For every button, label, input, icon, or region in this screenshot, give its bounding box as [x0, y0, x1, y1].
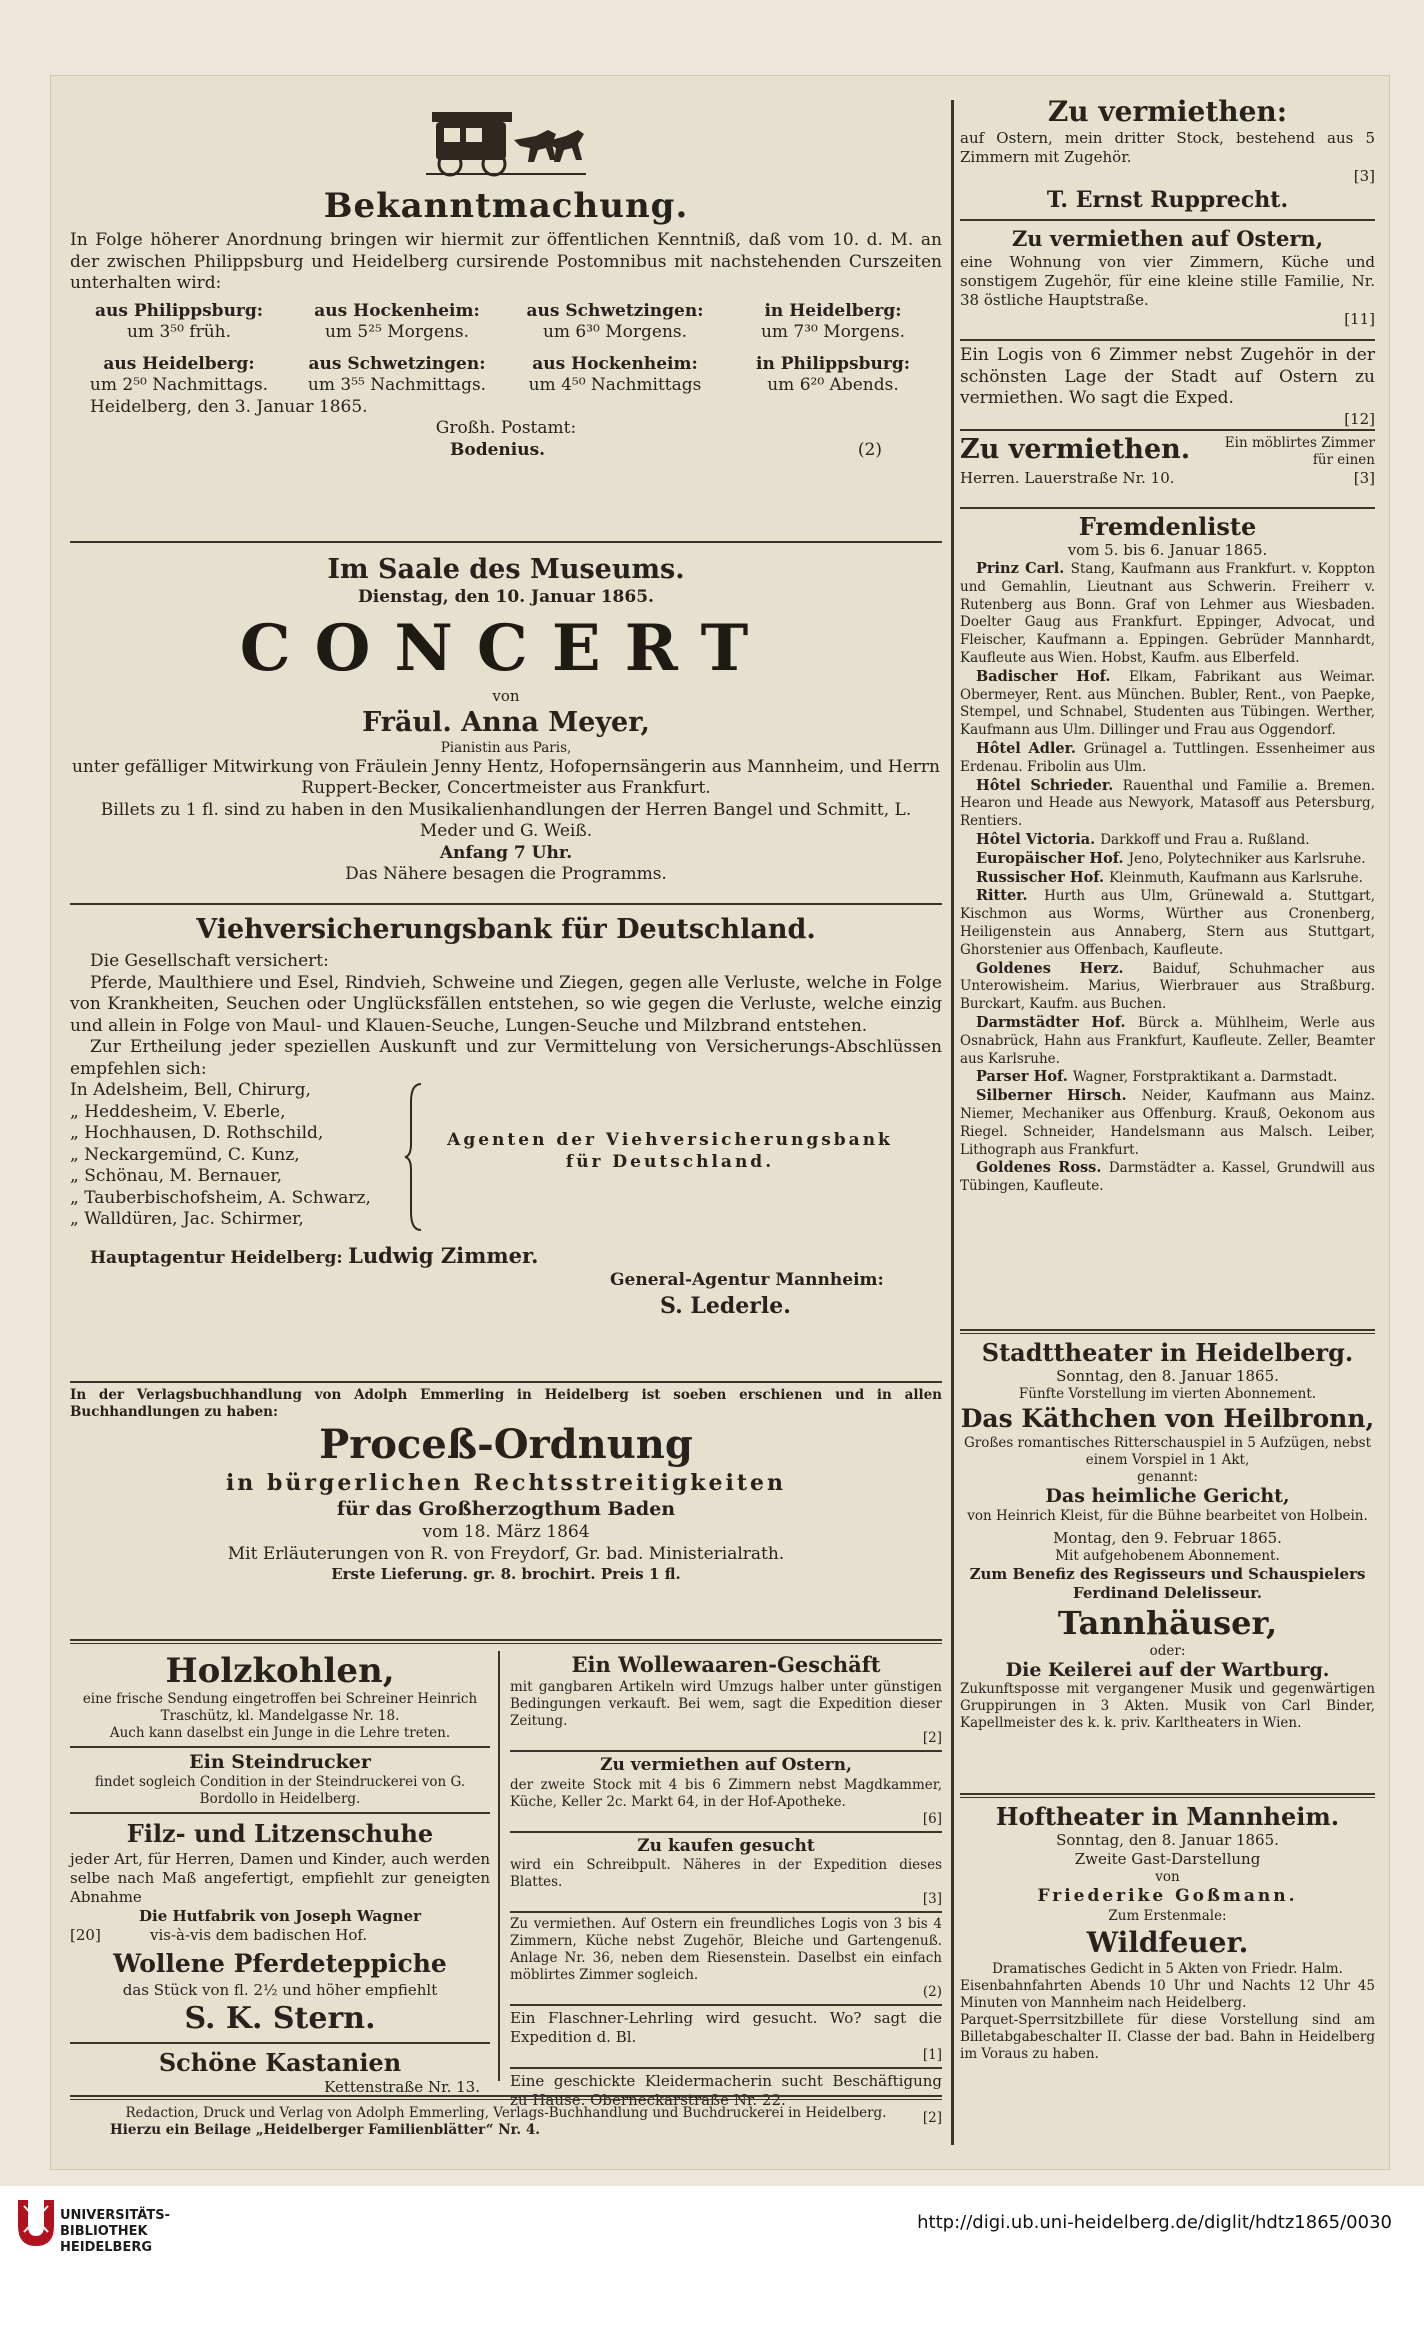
schedule-time: um 6²⁰ Abends.	[767, 375, 899, 395]
hof-erst: Zum Erstenmale:	[1108, 1907, 1227, 1924]
agent-entry: „ Neckargemünd, C. Kunz,	[70, 1144, 300, 1165]
schedule-time: um 3⁵⁰ früh.	[126, 322, 232, 342]
verm1-title: Zu vermiethen:	[1047, 95, 1288, 128]
stadt-abo2: Mit aufgehobenem Abonnement.	[1055, 1547, 1280, 1564]
schedule-row-2-headers	[70, 354, 942, 376]
stadttheater-ad	[960, 1339, 1375, 1779]
divider	[70, 1381, 942, 1383]
fremden-entry	[960, 560, 1375, 668]
vieh-p2: Pferde, Maulthiere und Esel, Rindvieh, Schweine und Ziegen, gegen alle Verluste, welche in Folge von Krankheiten, Seuchen oder Unglücksfällen entstehen, so wie gegen die Verluste, welche einzig und allein in Folge von Maul- und Klauen-Seuche, Lungen-Seuche und Milzbrand entstehen.	[70, 972, 942, 1036]
fremden-entry	[960, 668, 1375, 740]
fremden-entry	[960, 960, 1375, 1014]
fremden-title: Fremdenliste	[1078, 512, 1257, 541]
vermiethen-ad-1	[960, 95, 1375, 213]
process-notes: Mit Erläuterungen von R. von Freydorf, Gr. bad. Ministerialrath.	[227, 1543, 785, 1564]
concert-von: von	[492, 686, 520, 705]
kast-addr: Kettenstraße Nr. 13.	[324, 2077, 480, 2096]
fremden-entry	[960, 740, 1375, 777]
library-name-line: UNIVERSITÄTS-	[60, 2208, 170, 2223]
library-name	[60, 2208, 170, 2256]
schedule-time: um 6³⁰ Morgens.	[542, 322, 688, 342]
stagecoach-icon	[70, 95, 942, 180]
bekanntmachung-ref: (2)	[857, 439, 882, 460]
divider	[960, 1793, 1375, 1798]
library-name-line: BIBLIOTHEK	[60, 2224, 148, 2239]
fremden-date: vom 5. bis 6. Januar 1865.	[1067, 541, 1268, 559]
vieh-title: Viehversicherungsbank für Deutschland.	[196, 914, 816, 945]
fremden-entry	[960, 777, 1375, 831]
wolle-firm: S. K. Stern.	[184, 2000, 376, 2036]
vieh-haupt	[70, 1242, 942, 1270]
filz-firm: Die Hutfabrik von Joseph Wagner	[138, 1906, 421, 1925]
verm4-header	[960, 433, 1375, 469]
bekanntmachung-signer: Bodenius.	[450, 439, 546, 460]
process-sub1: in bürgerlichen Rechtsstreitigkeiten	[225, 1470, 787, 1496]
stadt-oder: oder:	[1149, 1642, 1186, 1659]
holz-title: Holzkohlen,	[165, 1651, 395, 1691]
agent-entry: „ Heddesheim, V. Eberle,	[70, 1101, 286, 1122]
stein-body: findet sogleich Condition in der Steindruckerei von G. Bordollo in Heidelberg.	[94, 1773, 466, 1807]
stadt-benefit: Zum Benefiz des Regisseurs und Schauspielers Ferdinand Delelisseur.	[969, 1564, 1366, 1602]
vieh-p3: Zur Ertheilung jeder speziellen Auskunft und zur Vermittelung von Versicherungs-Abschlüssen empfehlen sich:	[70, 1037, 942, 1079]
fremden-entry	[960, 1014, 1375, 1068]
concert-start: Anfang 7 Uhr.	[439, 842, 573, 863]
schedule-time: um 7³⁰ Morgens.	[760, 322, 906, 342]
verm3-body: Ein Logis von 6 Zimmer nebst Zugehör in der schönsten Lage der Stadt auf Ostern zu vermiethen. Wo sagt die Exped.	[960, 345, 1375, 408]
stadt-date2: Montag, den 9. Februar 1865.	[1053, 1528, 1282, 1547]
university-library-logo	[14, 2196, 58, 2252]
verm4-ref: [3]	[1353, 469, 1375, 487]
schedule-header: in Philippsburg:	[756, 353, 910, 374]
fremden-guests: Darkkoff und Frau a. Rußland.	[1100, 831, 1310, 848]
fremden-entry	[960, 850, 1375, 869]
divider	[70, 541, 942, 543]
divider	[70, 1639, 942, 1644]
stadt-opera-sub: Die Keilerei auf der Wartburg.	[1005, 1658, 1330, 1681]
fremden-entry	[960, 887, 1375, 959]
fremden-guests: Darmstädter a. Kassel, Grundwill aus Tübingen, Kaufleute.	[960, 1160, 1375, 1195]
filz-ref: [20]	[70, 1925, 101, 1944]
hof-name: Friederike Goßmann.	[1037, 1886, 1298, 1906]
verm3-ref: [12]	[1344, 409, 1375, 428]
process-ordnung-ad	[70, 1387, 942, 1631]
divider	[70, 1746, 490, 1748]
hof-date: Sonntag, den 8. Januar 1865.	[1056, 1831, 1279, 1849]
fremden-entry	[960, 869, 1375, 888]
verm4-body: Herren. Lauerstraße Nr. 10.	[960, 469, 1175, 487]
woll-title: Ein Wollewaaren-Geschäft	[571, 1652, 881, 1677]
fremden-hotel: Goldenes Ross.	[976, 1159, 1109, 1177]
small-ads-left	[70, 1651, 490, 2096]
agent-entry: „ Tauberbischofsheim, A. Schwarz,	[70, 1187, 371, 1208]
viehversicherung-ad	[70, 909, 942, 1445]
bekanntmachung-date: Heidelberg, den 3. Januar 1865.	[90, 396, 368, 417]
filz-body: jeder Art, für Herren, Damen und Kinder, auch werden selbe nach Maß angefertigt, empfiehlt zur geneigten Abnahme	[70, 1849, 490, 1906]
schedule-time: um 5²⁵ Morgens.	[324, 322, 470, 342]
fremden-guests: Wagner, Forstpraktikant a. Darmstadt.	[1072, 1069, 1338, 1086]
stadt-play: Das Käthchen von Heilbronn,	[960, 1404, 1375, 1433]
column-divider	[498, 1651, 500, 2081]
verm1-body: auf Ostern, mein dritter Stock, bestehend aus 5 Zimmern mit Zugehör.	[960, 129, 1375, 166]
fremden-guests: Stang, Kaufmann aus Frankfurt. v. Koppton und Gemahlin, Lieutnant aus Schwerin. Freiherr v. Rutenberg aus Bonn. Graf von Lehmer aus Wiesbaden. Doelter Gaug aus Frankfurt. Eppinger, Advocat, und Fleischer, Kaufmann a. Eppingen. Gebrüder Mannhardt, Kaufleute aus Wien. Hobst, Kaufm. aus Elberfeld.	[960, 561, 1375, 666]
imprint	[70, 2105, 942, 2149]
bekanntmachung-signature-row	[70, 440, 942, 462]
fremden-hotel: Hôtel Victoria.	[976, 830, 1101, 848]
right-column	[960, 95, 1375, 2150]
vermiethen-ad-4	[960, 433, 1375, 503]
kauf-ref: [3]	[922, 1891, 942, 1907]
schedule-time: um 3⁵⁵ Nachmittags.	[307, 375, 487, 395]
stadt-abo: Fünfte Vorstellung im vierten Abonnement.	[1018, 1386, 1317, 1402]
stein-title: Ein Steindrucker	[189, 1751, 371, 1773]
concert-program: Das Nähere besagen die Programms.	[345, 864, 667, 884]
concert-artist-sub: Pianistin aus Paris,	[440, 739, 572, 756]
fremden-hotel: Hôtel Adler.	[976, 739, 1084, 757]
verm1-ref: [3]	[1353, 167, 1375, 185]
divider	[960, 219, 1375, 221]
kast-title: Schöne Kastanien	[158, 2047, 402, 2077]
schedule-header: aus Schwetzingen:	[308, 353, 486, 374]
permalink-url[interactable]: http://digi.ub.uni-heidelberg.de/diglit/hdtz1865/0030	[917, 2212, 1392, 2233]
divider	[960, 339, 1375, 341]
verm2-body: eine Wohnung von vier Zimmern, Küche und sonstigem Zugehör, für eine kleine stille Familie, Nr. 38 östliche Hauptstraße.	[960, 253, 1375, 309]
hof-parquet: Parquet-Sperrsitzbillete für diese Vorstellung sind am Billetabgabeschalter II. Classe der bad. Bahn in Heidelberg im Voraus zu haben.	[960, 2011, 1375, 2062]
small-ads-mid	[510, 1651, 942, 2126]
hof-play-sub: Dramatisches Gedicht in 5 Akten von Friedr. Halm.	[992, 1960, 1343, 1977]
schedule-header: aus Philippsburg:	[94, 300, 264, 321]
verm-ref: [6]	[922, 1810, 942, 1827]
agent-entry: „ Walldüren, Jac. Schirmer,	[70, 1209, 304, 1229]
schedule-header: aus Schwetzingen:	[526, 300, 704, 321]
schedule-row-1-times	[70, 322, 942, 344]
fremden-list	[960, 560, 1375, 1196]
hof-von: von	[1155, 1869, 1180, 1885]
fremden-hotel: Hôtel Schrieder.	[976, 776, 1123, 794]
fremden-guests: Neider, Kaufmann aus Mainz. Niemer, Mechaniker aus Offenburg. Krauß, Oekonom aus Riegel. Schneider, Handelsmann aus Malsch. Leiber, Lithograph aus Frankfurt.	[960, 1088, 1375, 1158]
library-name-line: HEIDELBERG	[60, 2240, 153, 2255]
hoftheater-ad	[960, 1803, 1375, 2113]
stadt-date: Sonntag, den 8. Januar 1865.	[1056, 1367, 1279, 1385]
bekanntmachung-title: Bekanntmachung.	[323, 186, 689, 226]
stadt-author: von Heinrich Kleist, für die Bühne bearbeitet von Holbein.	[967, 1507, 1368, 1524]
divider	[510, 1831, 942, 1833]
fremden-hotel: Prinz Carl.	[976, 560, 1071, 577]
divider	[510, 1911, 942, 1913]
process-price: Erste Lieferung. gr. 8. brochirt. Preis 1 fl.	[331, 1565, 681, 1583]
divider	[70, 2095, 942, 2100]
schedule-header: aus Hockenheim:	[532, 353, 698, 374]
fremden-hotel: Darmstädter Hof.	[976, 1013, 1139, 1031]
hof-title: Hoftheater in Mannheim.	[995, 1802, 1340, 1831]
column-divider	[951, 100, 954, 2145]
vieh-agent-list	[70, 1080, 400, 1231]
fremden-hotel: Badischer Hof.	[976, 667, 1129, 685]
stadt-pre: Das heimliche Gericht,	[1045, 1485, 1290, 1507]
stadt-play-sub: Großes romantisches Ritterschauspiel in 5 Aufzügen, nebst einem Vorspiel in 1 Akt,	[963, 1435, 1372, 1468]
divider	[70, 2042, 490, 2044]
divider	[510, 2067, 942, 2069]
process-intro: In der Verlagsbuchhandlung von Adolph Emmerling in Heidelberg ist soeben erschienen und in allen Buchhandlungen zu haben:	[70, 1387, 942, 1420]
agent-entry: „ Schönau, M. Bernauer,	[70, 1166, 283, 1186]
verm-body: der zweite Stock mit 4 bis 6 Zimmern nebst Magdkammer, Küche, Keller 2c. Markt 64, in der Hof-Apotheke.	[510, 1776, 942, 1810]
divider	[960, 507, 1375, 509]
fremden-hotel: Russischer Hof.	[976, 868, 1110, 886]
fremden-hotel: Ritter.	[976, 887, 1045, 905]
hof-play: Wildfeuer.	[1086, 1925, 1249, 1959]
vermiethen-ad-2	[960, 225, 1375, 333]
verm4-title: Zu vermiethen.	[960, 434, 1191, 465]
fremden-entry	[960, 1087, 1375, 1159]
wolle-body: das Stück von fl. 2½ und höher empfiehlt	[122, 1980, 438, 1999]
vieh-general-name: S. Lederle.	[660, 1292, 791, 1319]
vermiethen-ad-3	[960, 345, 1375, 428]
concert-tickets: Billets zu 1 fl. sind zu haben in den Musikalienhandlungen der Herren Bangel und Schmitt, L. Meder und G. Weiß.	[100, 799, 912, 841]
fremden-guests: Kleinmuth, Kaufmann aus Karlsruhe.	[1109, 869, 1363, 886]
process-title: Proceß-Ordnung	[319, 1421, 693, 1468]
fremden-hotel: Europäischer Hof.	[976, 849, 1129, 867]
kauf-body: wird ein Schreibpult. Näheres in der Expedition dieses Blattes.	[510, 1857, 942, 1890]
concert-venue: Im Saale des Museums.	[327, 554, 685, 585]
schedule-header: in Heidelberg:	[764, 300, 902, 321]
brace-icon	[405, 1082, 425, 1232]
imprint-line2: Hierzu ein Beilage „Heidelberger Familienblätter“ Nr. 4.	[110, 2122, 540, 2138]
concert-date: Dienstag, den 10. Januar 1865.	[358, 587, 654, 607]
fremden-hotel: Goldenes Herz.	[976, 959, 1153, 977]
stadt-opera-desc: Zukunftsposse mit vergangener Musik und gegenwärtigen Gruppirungen in 3 Akten. Musik von Carl Binder, Kapellmeister des k. k. priv. Karltheaters in Wien.	[960, 1681, 1375, 1731]
logis-ref: (2)	[922, 1984, 942, 2000]
holz-lehre: Auch kann daselbst ein Junge in die Lehre treten.	[109, 1725, 451, 1741]
fremden-hotel: Parser Hof.	[976, 1068, 1073, 1086]
vieh-agents	[70, 1080, 942, 1240]
verm4-body-row	[960, 469, 1375, 488]
wolle-title: Wollene Pferdeteppiche	[113, 1948, 447, 1978]
process-date: vom 18. März 1864	[422, 1522, 590, 1542]
divider	[960, 1329, 1375, 1334]
fremden-guests: Bürck a. Mühlheim, Werle aus Osnabrück, Hahn aus Frankfurt, Kaufleute. Zeller, Beamter aus Karlsruhe.	[960, 1014, 1375, 1067]
divider	[70, 903, 942, 905]
fremden-hotel: Silberner Hirsch.	[976, 1087, 1142, 1105]
schedule-time: um 2⁵⁰ Nachmittags.	[89, 375, 269, 395]
filz-addr: vis-à-vis dem badischen Hof.	[150, 1925, 368, 1944]
divider	[510, 1750, 942, 1752]
agent-entry: In Adelsheim, Bell, Chirurg,	[70, 1080, 311, 1100]
vieh-haupt-label: Hauptagentur Heidelberg:	[90, 1248, 343, 1268]
fremden-entry	[960, 1159, 1375, 1196]
concert-artist: Fräul. Anna Meyer,	[362, 706, 650, 738]
flasch-body: Ein Flaschner-Lehrling wird gesucht. Wo? sagt die Expedition d. Bl.	[510, 2009, 942, 2046]
filz-addr-row	[70, 1926, 490, 1945]
divider	[960, 429, 1375, 431]
verm4-side: Ein möblirtes Zimmer für einen	[1224, 435, 1375, 468]
divider	[510, 2004, 942, 2006]
filz-title: Filz- und Litzenschuhe	[126, 1818, 434, 1848]
kleid-body: Eine geschickte Kleidermacherin sucht Beschäftigung zu Hause. Oberneckarstraße Nr. 22.	[510, 2072, 942, 2109]
flasch-ref: [1]	[922, 2047, 942, 2063]
kauf-title: Zu kaufen gesucht	[637, 1835, 815, 1856]
fremdenliste	[960, 513, 1375, 1323]
schedule-header: aus Hockenheim:	[314, 300, 480, 321]
fremden-guests: Rauenthal und Familie a. Bremen. Hearon und Heade aus Newyork, Matasoff aus Petersburg, Rentiers.	[960, 777, 1375, 830]
woll-body: mit gangbaren Artikeln wird Umzugs halber unter günstigen Bedingungen verkauft. Bei wem, sagt die Expedition dieser Zeitung.	[510, 1679, 942, 1729]
fremden-entry	[960, 1068, 1375, 1087]
vieh-general-label: General-Agentur Mannheim:	[610, 1270, 884, 1290]
stadt-genannt: genannt:	[1137, 1469, 1198, 1485]
bekanntmachung-notice	[70, 95, 942, 535]
fremden-guests: Grünagel a. Tuttlingen. Essenheimer aus Erdenau. Fribolin aus Ulm.	[960, 740, 1375, 775]
hof-guest: Zweite Gast-Darstellung	[1074, 1850, 1261, 1868]
schedule-time: um 4⁵⁰ Nachmittags	[528, 375, 702, 395]
bekanntmachung-intro: In Folge höherer Anordnung bringen wir hiermit zur öffentlichen Kenntniß, daß vom 10. d. M. an der zwischen Philippsburg und Heidelberg cursirende Postomnibus mit nachstehenden Curszeiten unterhalten wird:	[70, 230, 942, 293]
kleid-ref: [2]	[922, 2110, 942, 2126]
concert-title: CONCERT	[239, 610, 773, 686]
bekanntmachung-office: Großh. Postamt:	[435, 418, 577, 438]
fremden-guests: Elkam, Fabrikant aus Weimar. Obermeyer, Rent. aus München. Bubler, Rent., von Paepke, Stempel, und Schnabel, Studenten aus Tübingen. Werther, Kaufmann aus Ulm. Dillinger und Frau aus Oggendorf.	[960, 668, 1375, 739]
concert-body: unter gefälliger Mitwirkung von Fräulein Jenny Hentz, Hofopernsängerin aus Mannheim, und Herrn Ruppert-Becker, Concertmeister aus Frankfurt.	[71, 756, 940, 798]
hof-rail: Eisenbahnfahrten Abends 10 Uhr und Nachts 12 Uhr 45 Minuten von Mannheim nach Heidelberg.	[960, 1977, 1375, 2011]
process-sub2: für das Großherzogthum Baden	[336, 1498, 676, 1520]
verm2-ref: [11]	[1344, 310, 1375, 328]
imprint-line1: Redaction, Druck und Verlag von Adolph Emmerling, Verlags-Buchhandlung und Buchdruckerei in Heidelberg.	[125, 2105, 887, 2121]
schedule-header: aus Heidelberg:	[103, 353, 255, 374]
fremden-guests: Jeno, Polytechniker aus Karlsruhe.	[1128, 850, 1366, 867]
vieh-brace-text: Agenten der Viehversicherungsbank für Deutschland.	[447, 1130, 893, 1172]
woll-ref: [2]	[922, 1730, 942, 1746]
schedule-row-1-headers	[70, 301, 942, 323]
schedule-row-2-times	[70, 375, 942, 397]
left-column	[70, 95, 942, 2150]
logis-body: Zu vermiethen. Auf Ostern ein freundliches Logis von 3 bis 4 Zimmern, Küche nebst Zugehör, Bleiche und Gartengenuß. Anlage Nr. 36, neben dem Riesenstein. Daselbst ein einfach möblirtes Zimmer sogleich.	[510, 1916, 942, 1983]
viewer-footer	[0, 2186, 1424, 2349]
stadt-title: Stadttheater in Heidelberg.	[981, 1338, 1354, 1367]
stadt-opera: Tannhäuser,	[1057, 1603, 1278, 1642]
agent-entry: „ Hochhausen, D. Rothschild,	[70, 1123, 324, 1143]
fremden-guests: Hurth aus Ulm, Grünewald a. Stuttgart, Kischmon aus Worms, Würther aus Cronenberg, Heiligenstein aus Annaberg, Stern aus Stuttgart, Ghorstenier aus Offenbach, Kaufleute.	[960, 888, 1375, 958]
fremden-guests: Baiduf, Schuhmacher aus Unterowisheim. Marius, Wierbrauer aus Straßburg. Burckart, Kaufm. aus Buchen.	[960, 960, 1375, 1013]
holz-body: eine frische Sendung eingetroffen bei Schreiner Heinrich Traschütz, kl. Mandelgasse Nr. 18.	[82, 1691, 478, 1724]
verm2-title: Zu vermiethen auf Ostern,	[1011, 226, 1324, 251]
divider	[70, 1812, 490, 1814]
fremden-entry	[960, 831, 1375, 850]
vieh-p1: Die Gesellschaft versichert:	[90, 951, 329, 971]
vieh-haupt-name: Ludwig Zimmer.	[348, 1243, 539, 1268]
verm1-name: T. Ernst Rupprecht.	[1046, 187, 1289, 213]
verm-title: Zu vermiethen auf Ostern,	[600, 1755, 852, 1775]
